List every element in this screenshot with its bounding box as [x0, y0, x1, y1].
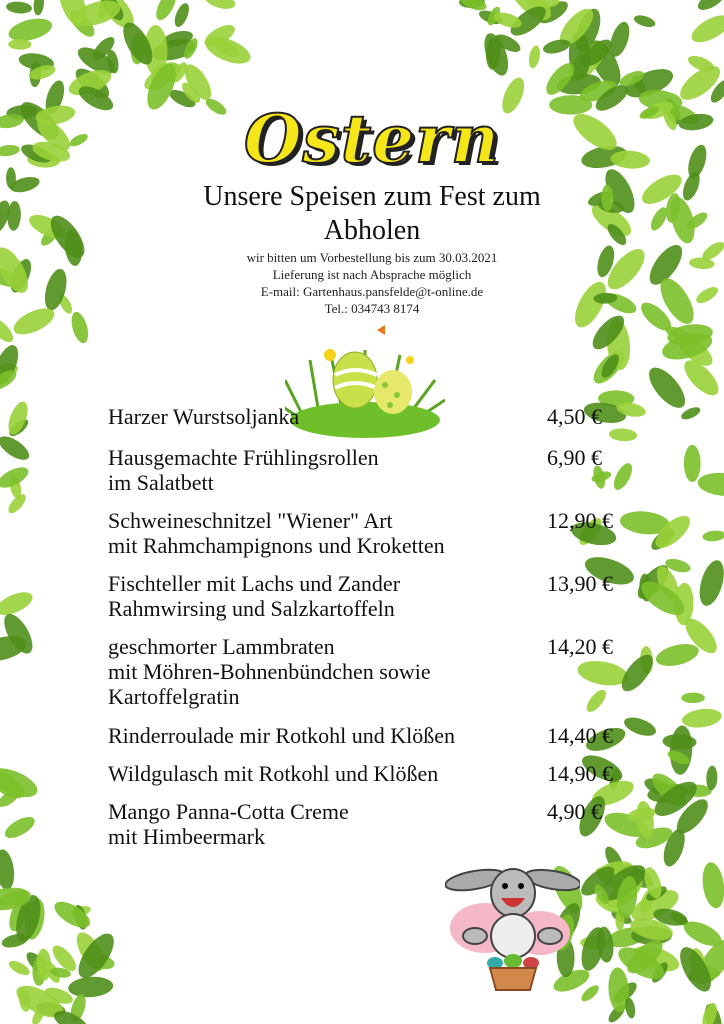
- leaf-icon: [6, 1, 33, 15]
- menu-item-price: 4,50 €: [547, 404, 602, 429]
- menu-item: [108, 508, 628, 558]
- menu-item-line: mit Rahmchampignons und Kroketten: [108, 533, 445, 558]
- menu-item: [108, 445, 628, 495]
- menu-item: [108, 404, 628, 429]
- menu-item-name: [108, 634, 538, 709]
- menu-item-line: Rinderroulade mir Rotkohl und Klößen: [108, 723, 456, 748]
- menu-item: [108, 799, 628, 849]
- leaf-icon: [172, 1, 192, 29]
- menu-item-price: 14,20 €: [547, 634, 613, 659]
- leaf-icon: [608, 427, 637, 442]
- menu-item-line: Mango Panna-Cotta Creme: [108, 799, 349, 824]
- menu-item-name: [108, 761, 538, 786]
- menu-item-price: 14,40 €: [547, 723, 613, 748]
- menu-item-line: Harzer Wurstsoljanka: [108, 404, 300, 429]
- leaf-icon: [8, 39, 32, 50]
- menu-item-line: geschmorter Lammbraten: [108, 634, 335, 659]
- leaf-icon: [50, 897, 94, 933]
- leaf-icon: [0, 848, 17, 891]
- menu-item-price: 13,90 €: [547, 571, 613, 596]
- easter-bunny-image: [445, 858, 580, 998]
- menu-item-price: 6,90 €: [547, 445, 602, 470]
- page-title: Ostern: [244, 100, 500, 178]
- menu-item-line: im Salatbett: [108, 470, 214, 495]
- leaf-icon: [579, 983, 602, 1004]
- menu-item-name: [108, 404, 538, 429]
- subtitle: Unsere Speisen zum Fest zum Abholen: [203, 181, 541, 246]
- info-delivery: Lieferung ist nach Absprache möglich: [272, 267, 472, 282]
- menu-item: [108, 723, 628, 748]
- menu-item-line: Schweineschnitzel "Wiener" Art: [108, 508, 393, 533]
- menu-item-name: [108, 508, 538, 558]
- menu-item: [108, 571, 628, 621]
- menu-item-price: 14,90 €: [547, 761, 613, 786]
- leaf-icon: [643, 362, 692, 414]
- menu-item: [108, 634, 628, 709]
- leaf-icon: [5, 399, 32, 437]
- leaf-icon: [2, 813, 38, 843]
- leaf-icon: [679, 405, 702, 422]
- menu-item-line: mit Himbeermark: [108, 824, 266, 849]
- menu-item-name: [108, 571, 538, 621]
- leaf-icon: [697, 471, 724, 498]
- leaf-icon: [702, 529, 724, 542]
- leaf-icon: [0, 432, 33, 465]
- leaf-icon: [684, 445, 701, 482]
- leaf-icon: [681, 693, 704, 704]
- leaf-icon: [700, 861, 724, 910]
- leaf-icon: [687, 10, 724, 48]
- leaf-icon: [695, 0, 724, 14]
- leaf-icon: [33, 0, 45, 16]
- menu-item-price: 12,90 €: [547, 508, 613, 533]
- info-preorder: wir bitten um Vorbestellung bis zum 30.03.2021: [246, 250, 498, 265]
- menu-item-name: [108, 723, 538, 748]
- leaf-icon: [654, 640, 701, 670]
- menu-item-line: mit Möhren-Bohnenbündchen sowie: [108, 659, 431, 684]
- leaf-icon: [695, 558, 724, 609]
- menu-item-line: Hausgemachte Frühlingsrollen: [108, 445, 379, 470]
- menu-item-price: 4,90 €: [547, 799, 602, 824]
- menu-item-name: [108, 799, 538, 849]
- leaf-icon: [0, 588, 36, 620]
- menu-item-line: Rahmwirsing und Salzkartoffeln: [108, 596, 395, 621]
- leaf-icon: [527, 45, 542, 70]
- leaf-icon: [68, 975, 114, 998]
- leaf-icon: [203, 0, 237, 12]
- leaf-icon: [632, 13, 656, 29]
- leaf-icon: [681, 706, 723, 729]
- menu-item-line: Wildgulasch mit Rotkohl und Klößen: [108, 761, 439, 786]
- menu-item-name: [108, 445, 538, 495]
- menu-item-line: Kartoffelgratin: [108, 684, 240, 709]
- menu-item-line: Fischteller mit Lachs und Zander: [108, 571, 401, 596]
- menu-item: [108, 761, 628, 786]
- info-block: [0, 249, 724, 317]
- info-email: E-mail: Gartenhaus.pansfelde@t-online.de: [260, 284, 484, 299]
- leaf-icon: [669, 725, 694, 775]
- info-phone: Tel.: 034743 8174: [324, 301, 420, 316]
